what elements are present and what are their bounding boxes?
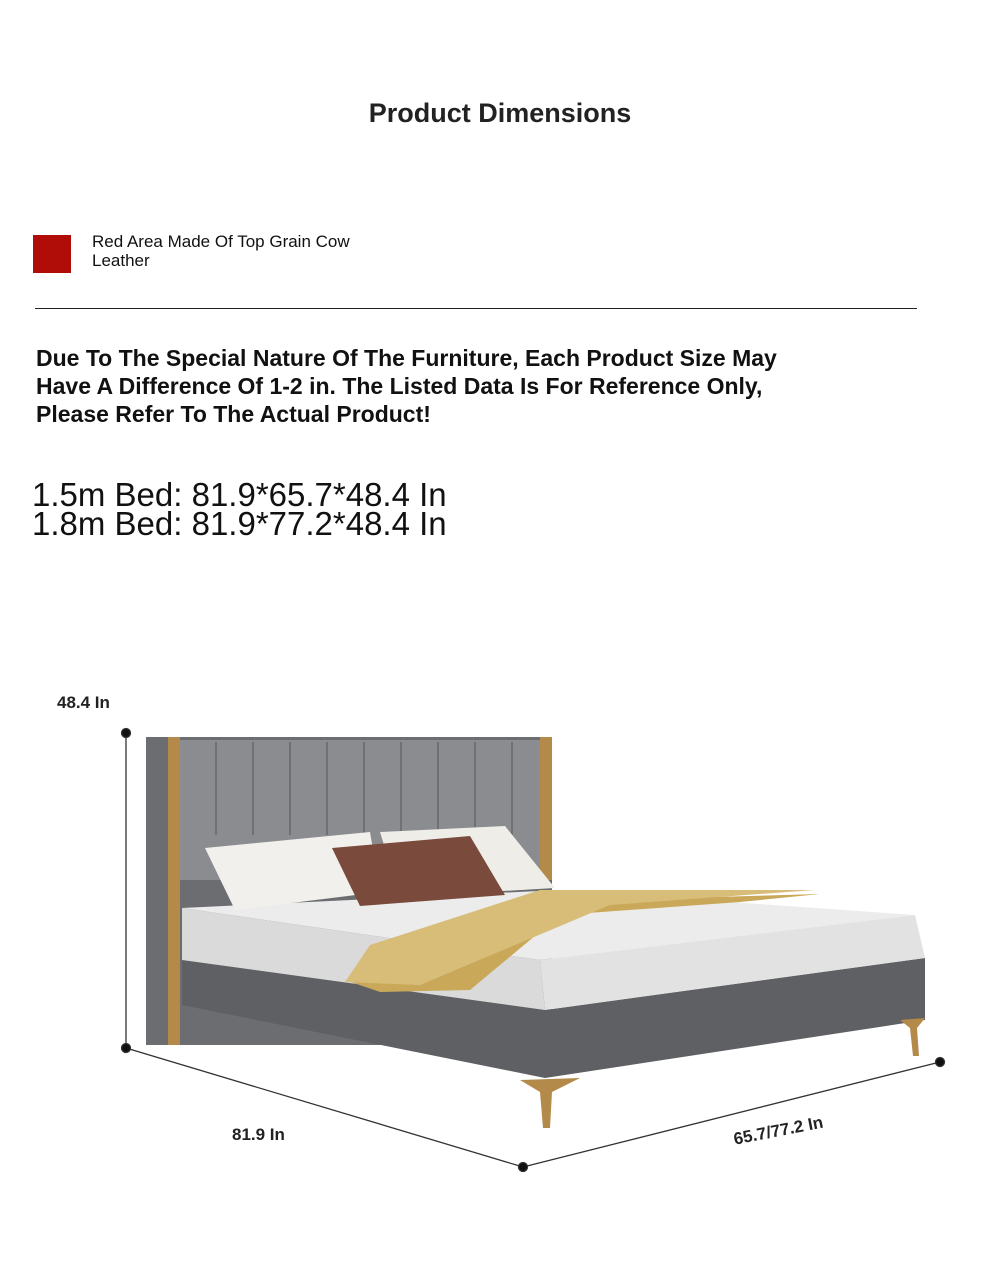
leather-legend-label: Red Area Made Of Top Grain Cow Leather	[92, 232, 350, 270]
size-tolerance-notice: Due To The Special Nature Of The Furniture, Each Product Size May Have A Difference Of 1-2 in. The Listed Data Is For Reference Only, Please Refer To The Actual Product!	[36, 345, 777, 427]
gold-leg-right	[900, 1018, 925, 1056]
length-line	[126, 1048, 523, 1167]
height-label: 48.4 In	[57, 693, 110, 712]
width-line	[523, 1062, 940, 1167]
width-end-dot	[936, 1058, 945, 1067]
page-title: Product Dimensions	[368, 98, 632, 128]
length-label: 81.9 In	[232, 1125, 285, 1144]
corner-dot	[122, 1044, 131, 1053]
gold-trim-right	[540, 737, 552, 880]
front-corner-dot	[519, 1163, 528, 1172]
width-label: 65.7/77.2 In	[732, 1112, 825, 1149]
bed-size-specs: 1.5m Bed: 81.9*65.7*48.4 In 1.8m Bed: 81.9*77.2*48.4 In	[32, 476, 447, 542]
gold-leg-front	[520, 1078, 580, 1128]
height-top-dot	[122, 729, 131, 738]
gold-trim-left	[168, 737, 180, 1045]
bed-illustration	[146, 737, 925, 1128]
